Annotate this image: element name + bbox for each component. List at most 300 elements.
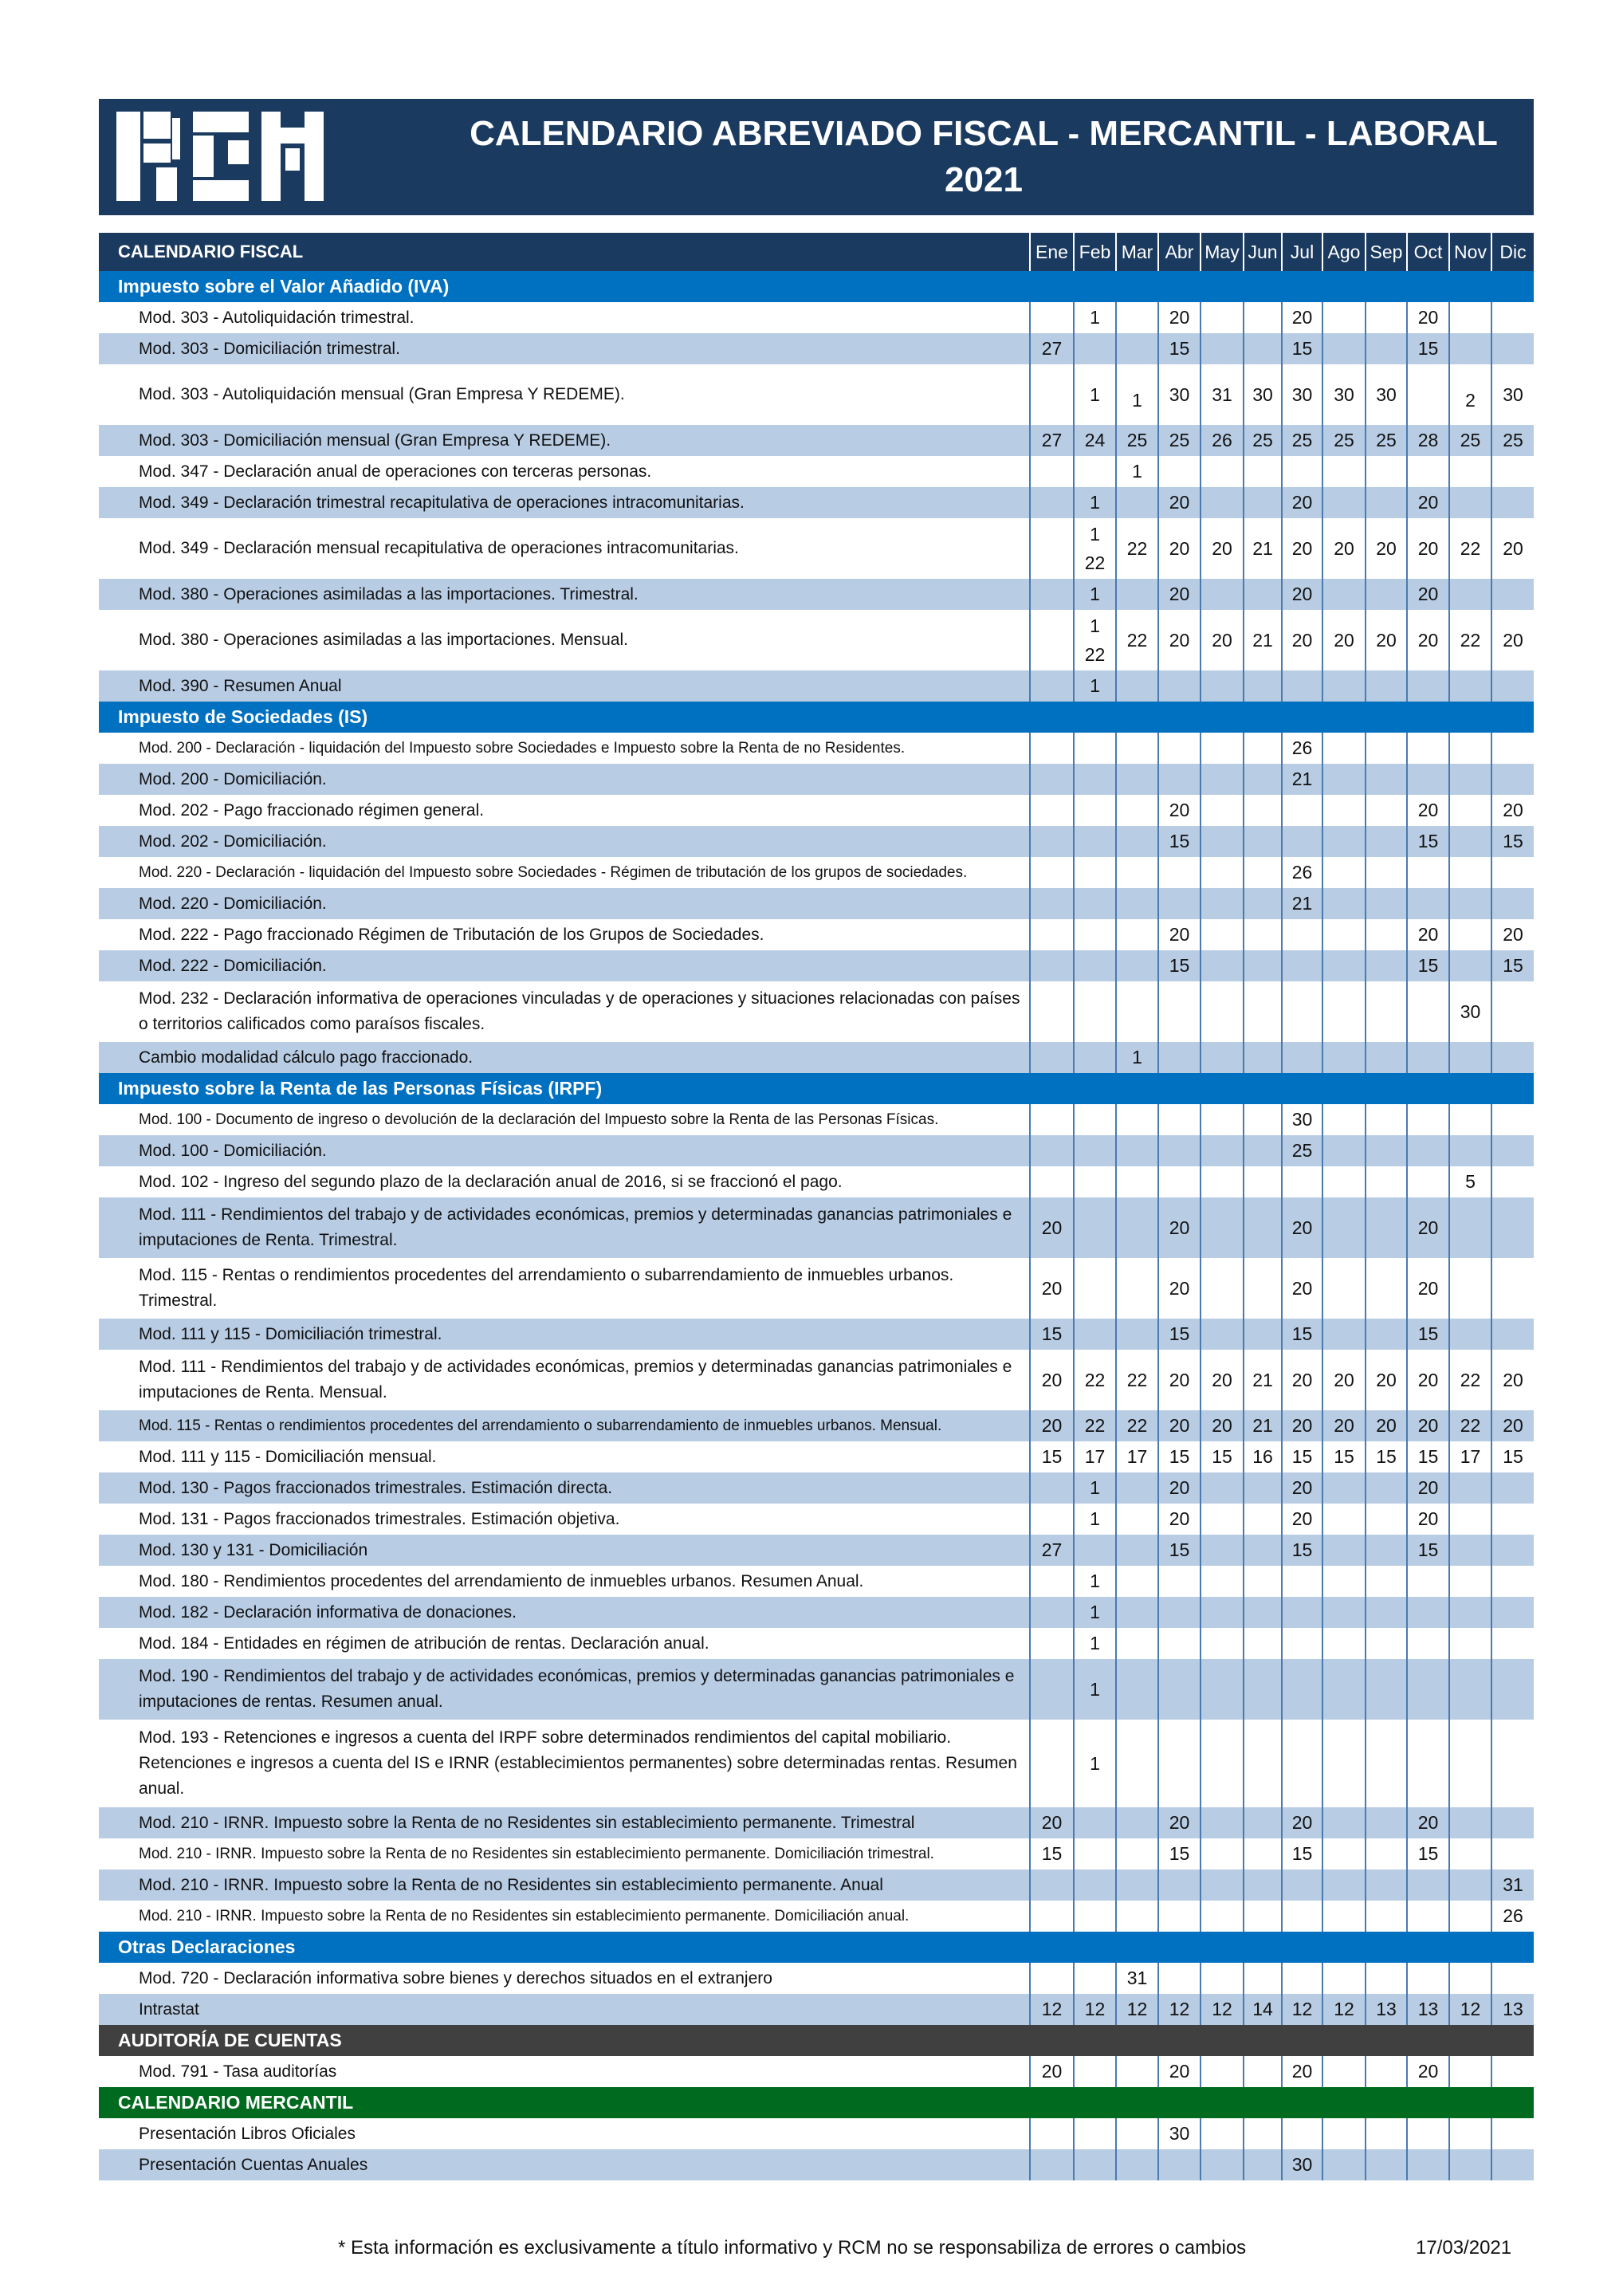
month-cell-ago bbox=[1322, 670, 1366, 702]
month-cell-abr bbox=[1158, 733, 1201, 764]
month-cell-feb bbox=[1074, 2118, 1116, 2149]
cell-value: 25 bbox=[1334, 430, 1354, 450]
month-cell-ago bbox=[1322, 1807, 1366, 1838]
month-cell-abr bbox=[1158, 981, 1201, 1042]
table-row bbox=[99, 1994, 1534, 2025]
month-cell-abr bbox=[1158, 670, 1201, 702]
month-cell-ago bbox=[1322, 487, 1366, 518]
month-cell-mar bbox=[1116, 579, 1158, 610]
month-cell-abr bbox=[1158, 1350, 1201, 1410]
cell-value: 26 bbox=[1212, 430, 1232, 450]
cell-value: 15 bbox=[1169, 831, 1190, 851]
month-cell-feb bbox=[1074, 919, 1116, 950]
month-cell-sep bbox=[1366, 1628, 1407, 1659]
table-row bbox=[99, 425, 1534, 456]
month-cell-may bbox=[1201, 1441, 1244, 1472]
month-header-jun: Jun bbox=[1244, 233, 1282, 271]
month-cell-jun bbox=[1244, 1104, 1282, 1135]
month-cell-sep bbox=[1366, 518, 1407, 579]
month-cell-jun bbox=[1244, 425, 1282, 456]
cell-value: 15 bbox=[1417, 955, 1439, 976]
month-cell-may bbox=[1201, 1807, 1244, 1838]
cell-value: 31 bbox=[1503, 1874, 1523, 1895]
month-cell-ene bbox=[1030, 1597, 1074, 1628]
month-cell-sep bbox=[1366, 1994, 1407, 2025]
month-cell-ago bbox=[1322, 364, 1366, 425]
month-cell-abr bbox=[1158, 764, 1201, 795]
month-cell-oct bbox=[1407, 733, 1449, 764]
month-cell-jul bbox=[1282, 1535, 1322, 1566]
month-cell-feb bbox=[1074, 1350, 1116, 1410]
month-cell-jul bbox=[1282, 1319, 1322, 1350]
row-label: Mod. 222 - Domiciliación. bbox=[99, 950, 1030, 981]
cell-value: 22 bbox=[1126, 537, 1148, 559]
month-header-feb: Feb bbox=[1074, 233, 1116, 271]
month-cell-sep bbox=[1366, 1441, 1407, 1472]
title-line-1: CALENDARIO ABREVIADO FISCAL - MERCANTIL - LABORAL bbox=[470, 114, 1498, 153]
month-cell-sep bbox=[1366, 670, 1407, 702]
month-header-ago: Ago bbox=[1322, 233, 1366, 271]
month-cell-jun bbox=[1244, 1166, 1282, 1197]
month-cell-abr bbox=[1158, 1166, 1201, 1197]
month-cell-may bbox=[1201, 518, 1244, 579]
document-title bbox=[434, 99, 1534, 215]
month-cell-abr bbox=[1158, 1410, 1201, 1441]
month-cell-jun bbox=[1244, 981, 1282, 1042]
month-cell-abr bbox=[1158, 1319, 1201, 1350]
cell-value-part: 1 bbox=[1090, 615, 1100, 636]
table-row bbox=[99, 302, 1534, 333]
row-label: Mod. 111 - Rendimientos del trabajo y de actividades económicas, premios y determinadas ganancias patrimoniales e imputaciones de Renta. Mensual. bbox=[99, 1350, 1030, 1410]
table-row bbox=[99, 1135, 1534, 1166]
month-cell-jun bbox=[1244, 1597, 1282, 1628]
month-cell-dic bbox=[1491, 487, 1534, 518]
month-cell-abr bbox=[1158, 1472, 1201, 1504]
month-cell-feb bbox=[1074, 795, 1116, 826]
cell-value: 20 bbox=[1417, 629, 1439, 651]
table-row bbox=[99, 1319, 1534, 1350]
month-cell-ene bbox=[1030, 1472, 1074, 1504]
cell-value: 30 bbox=[1460, 1001, 1481, 1022]
month-cell-jun bbox=[1244, 1258, 1282, 1319]
cell-value: 20 bbox=[1291, 1277, 1313, 1299]
month-cell-may bbox=[1201, 888, 1244, 919]
month-cell-jul bbox=[1282, 487, 1322, 518]
cell-value: 20 bbox=[1291, 1369, 1313, 1390]
month-cell-oct bbox=[1407, 1504, 1449, 1535]
document-date: 17/03/2021 bbox=[1416, 2237, 1512, 2259]
month-cell-ene bbox=[1030, 670, 1074, 702]
month-cell-sep bbox=[1366, 2056, 1407, 2087]
month-cell-mar bbox=[1116, 2118, 1158, 2149]
cell-value: 22 bbox=[1460, 1369, 1481, 1390]
month-cell-feb bbox=[1074, 1963, 1116, 1994]
month-cell-mar bbox=[1116, 487, 1158, 518]
month-cell-jun bbox=[1244, 1901, 1282, 1932]
month-cell-may bbox=[1201, 826, 1244, 857]
month-cell-feb bbox=[1074, 981, 1116, 1042]
month-cell-jul bbox=[1282, 1628, 1322, 1659]
month-cell-oct bbox=[1407, 1042, 1449, 1073]
cell-value: 20 bbox=[1291, 1508, 1313, 1529]
month-cell-mar bbox=[1116, 1597, 1158, 1628]
cell-value: 1 bbox=[1090, 1477, 1100, 1498]
cell-value: 15 bbox=[1041, 1843, 1063, 1864]
cell-value: 15 bbox=[1417, 831, 1439, 851]
month-cell-may bbox=[1201, 857, 1244, 888]
month-cell-abr bbox=[1158, 1258, 1201, 1319]
month-cell-dic bbox=[1491, 857, 1534, 888]
month-cell-jun bbox=[1244, 670, 1282, 702]
cell-value: 25 bbox=[1252, 430, 1273, 450]
month-cell-ene bbox=[1030, 1258, 1074, 1319]
table-row bbox=[99, 1659, 1534, 1720]
cell-value: 25 bbox=[1291, 430, 1313, 450]
month-header-abr: Abr bbox=[1158, 233, 1201, 271]
month-cell-oct bbox=[1407, 1258, 1449, 1319]
month-cell-ene bbox=[1030, 1350, 1074, 1410]
month-header-mar: Mar bbox=[1116, 233, 1158, 271]
month-cell-feb bbox=[1074, 1410, 1116, 1441]
month-cell-abr bbox=[1158, 1535, 1201, 1566]
month-cell-jul bbox=[1282, 1994, 1322, 2025]
month-cell-oct bbox=[1407, 579, 1449, 610]
cell-value: 30 bbox=[1169, 383, 1190, 405]
cell-value: 20 bbox=[1169, 2061, 1190, 2082]
month-cell-mar bbox=[1116, 1135, 1158, 1166]
month-cell-jul bbox=[1282, 1838, 1322, 1869]
month-cell-jul bbox=[1282, 1410, 1322, 1441]
month-cell-mar bbox=[1116, 456, 1158, 487]
month-cell-abr bbox=[1158, 1135, 1201, 1166]
month-cell-jun bbox=[1244, 1963, 1282, 1994]
month-cell-ago bbox=[1322, 1166, 1366, 1197]
month-cell-mar bbox=[1116, 826, 1158, 857]
month-cell-dic bbox=[1491, 1441, 1534, 1472]
month-header-dic: Dic bbox=[1491, 233, 1534, 271]
month-cell-abr bbox=[1158, 795, 1201, 826]
page-header bbox=[99, 99, 1534, 215]
cell-value: 20 bbox=[1041, 1415, 1063, 1436]
month-cell-dic bbox=[1491, 2149, 1534, 2180]
month-cell-ago bbox=[1322, 579, 1366, 610]
month-header-ene: Ene bbox=[1030, 233, 1074, 271]
cell-value: 20 bbox=[1334, 537, 1354, 559]
month-cell-oct bbox=[1407, 1135, 1449, 1166]
month-cell-oct bbox=[1407, 1628, 1449, 1659]
cell-value: 15 bbox=[1291, 1539, 1313, 1560]
table-row bbox=[99, 2149, 1534, 2180]
month-cell-ene bbox=[1030, 456, 1074, 487]
month-cell-dic bbox=[1491, 1504, 1534, 1535]
cell-value: 15 bbox=[1169, 1323, 1190, 1344]
month-cell-oct bbox=[1407, 981, 1449, 1042]
cell-value: 25 bbox=[1126, 430, 1148, 450]
month-cell-mar bbox=[1116, 981, 1158, 1042]
row-label: Mod. 303 - Domiciliación trimestral. bbox=[99, 333, 1030, 364]
cell-value: 12 bbox=[1291, 1999, 1313, 2019]
month-cell-may bbox=[1201, 487, 1244, 518]
table-row bbox=[99, 1535, 1534, 1566]
month-cell-abr bbox=[1158, 518, 1201, 579]
month-cell-oct bbox=[1407, 1720, 1449, 1807]
month-cell-mar bbox=[1116, 1659, 1158, 1720]
month-cell-feb bbox=[1074, 425, 1116, 456]
month-cell-sep bbox=[1366, 1104, 1407, 1135]
month-cell-oct bbox=[1407, 950, 1449, 981]
cell-value: 20 bbox=[1291, 629, 1313, 651]
month-cell-may bbox=[1201, 1504, 1244, 1535]
month-cell-mar bbox=[1116, 1166, 1158, 1197]
month-cell-oct bbox=[1407, 518, 1449, 579]
table-row bbox=[99, 670, 1534, 702]
month-cell-ene bbox=[1030, 1042, 1074, 1073]
cell-value: 20 bbox=[1291, 2061, 1313, 2082]
table-row bbox=[99, 981, 1534, 1042]
month-cell-oct bbox=[1407, 1104, 1449, 1135]
month-cell-jul bbox=[1282, 857, 1322, 888]
table-row bbox=[99, 764, 1534, 795]
month-cell-abr bbox=[1158, 1720, 1201, 1807]
month-cell-nov bbox=[1449, 2056, 1491, 2087]
month-cell-jul bbox=[1282, 333, 1322, 364]
cell-value: 25 bbox=[1503, 430, 1523, 450]
month-cell-dic bbox=[1491, 333, 1534, 364]
month-cell-ene bbox=[1030, 1135, 1074, 1166]
month-cell-ago bbox=[1322, 518, 1366, 579]
month-cell-ago bbox=[1322, 456, 1366, 487]
month-cell-abr bbox=[1158, 302, 1201, 333]
month-cell-feb bbox=[1074, 1994, 1116, 2025]
month-cell-jul bbox=[1282, 1597, 1322, 1628]
month-header-jul: Jul bbox=[1282, 233, 1322, 271]
month-cell-dic bbox=[1491, 670, 1534, 702]
cell-value: 28 bbox=[1417, 430, 1439, 450]
cell-value: 20 bbox=[1503, 629, 1523, 651]
month-cell-ago bbox=[1322, 981, 1366, 1042]
month-cell-may bbox=[1201, 1628, 1244, 1659]
cell-value: 2 bbox=[1465, 389, 1476, 411]
month-cell-oct bbox=[1407, 302, 1449, 333]
month-cell-dic bbox=[1491, 1659, 1534, 1720]
month-cell-feb bbox=[1074, 826, 1116, 857]
month-cell-abr bbox=[1158, 425, 1201, 456]
table-row bbox=[99, 456, 1534, 487]
month-cell-may bbox=[1201, 425, 1244, 456]
month-cell-jun bbox=[1244, 919, 1282, 950]
month-cell-sep bbox=[1366, 1720, 1407, 1807]
cell-value: 20 bbox=[1169, 1477, 1190, 1498]
month-cell-oct bbox=[1407, 2118, 1449, 2149]
month-cell-may bbox=[1201, 1104, 1244, 1135]
section-title: Otras Declaraciones bbox=[99, 1932, 1534, 1963]
row-label: Mod. 210 - IRNR. Impuesto sobre la Renta de no Residentes sin establecimiento permanente. Domiciliación anual. bbox=[99, 1901, 1030, 1932]
month-cell-abr bbox=[1158, 1659, 1201, 1720]
month-cell-sep bbox=[1366, 764, 1407, 795]
cell-value: 20 bbox=[1291, 492, 1313, 513]
month-cell-jul bbox=[1282, 888, 1322, 919]
month-cell-jun bbox=[1244, 518, 1282, 579]
month-cell-nov bbox=[1449, 1197, 1491, 1258]
table-row bbox=[99, 1838, 1534, 1869]
month-cell-sep bbox=[1366, 981, 1407, 1042]
cell-value: 20 bbox=[1169, 1217, 1190, 1238]
section-title: Impuesto sobre la Renta de las Personas Físicas (IRPF) bbox=[99, 1073, 1534, 1104]
row-label: Mod. 380 - Operaciones asimiladas a las importaciones. Trimestral. bbox=[99, 579, 1030, 610]
month-cell-nov bbox=[1449, 1838, 1491, 1869]
month-cell-nov bbox=[1449, 1319, 1491, 1350]
section-title: AUDITORÍA DE CUENTAS bbox=[99, 2025, 1534, 2056]
month-cell-ago bbox=[1322, 1535, 1366, 1566]
table-row bbox=[99, 487, 1534, 518]
month-cell-sep bbox=[1366, 579, 1407, 610]
month-cell-feb bbox=[1074, 364, 1116, 425]
month-cell-oct bbox=[1407, 364, 1449, 425]
month-cell-nov bbox=[1449, 1472, 1491, 1504]
row-label: Mod. 220 - Declaración - liquidación del Impuesto sobre Sociedades - Régimen de tributación de los grupos de sociedades. bbox=[99, 857, 1030, 888]
cell-value: 20 bbox=[1212, 537, 1232, 559]
month-cell-ago bbox=[1322, 1319, 1366, 1350]
cell-value: 1 bbox=[1090, 1571, 1100, 1591]
month-cell-mar bbox=[1116, 1504, 1158, 1535]
month-cell-oct bbox=[1407, 1166, 1449, 1197]
month-cell-feb bbox=[1074, 1166, 1116, 1197]
month-cell-nov bbox=[1449, 857, 1491, 888]
month-cell-ene bbox=[1030, 425, 1074, 456]
month-cell-abr bbox=[1158, 1963, 1201, 1994]
month-cell-oct bbox=[1407, 2056, 1449, 2087]
cell-value: 20 bbox=[1169, 1277, 1190, 1299]
month-cell-feb bbox=[1074, 1135, 1116, 1166]
table-row bbox=[99, 1597, 1534, 1628]
month-cell-nov bbox=[1449, 518, 1491, 579]
month-cell-ago bbox=[1322, 1350, 1366, 1410]
month-cell-may bbox=[1201, 2149, 1244, 2180]
row-label: Mod. 184 - Entidades en régimen de atribución de rentas. Declaración anual. bbox=[99, 1628, 1030, 1659]
cell-value: 20 bbox=[1291, 537, 1313, 559]
cell-value: 1 bbox=[1090, 1633, 1100, 1653]
month-cell-dic bbox=[1491, 1566, 1534, 1597]
month-cell-may bbox=[1201, 2056, 1244, 2087]
month-cell-sep bbox=[1366, 1597, 1407, 1628]
month-cell-may bbox=[1201, 733, 1244, 764]
month-cell-sep bbox=[1366, 1258, 1407, 1319]
month-cell-jun bbox=[1244, 1197, 1282, 1258]
cell-value: 30 bbox=[1252, 383, 1273, 405]
month-cell-may bbox=[1201, 1901, 1244, 1932]
month-cell-dic bbox=[1491, 1720, 1534, 1807]
cell-value: 20 bbox=[1291, 1812, 1313, 1833]
cell-value: 31 bbox=[1126, 1968, 1148, 1988]
cell-value: 30 bbox=[1503, 383, 1523, 405]
cell-value: 13 bbox=[1503, 1999, 1523, 2019]
month-cell-jul bbox=[1282, 826, 1322, 857]
month-cell-sep bbox=[1366, 333, 1407, 364]
disclaimer-note: * Esta información es exclusivamente a título informativo y RCM no se responsabiliza de errores o cambios bbox=[338, 2237, 1247, 2259]
month-cell-jun bbox=[1244, 333, 1282, 364]
cell-value: 20 bbox=[1169, 307, 1190, 328]
month-cell-dic bbox=[1491, 579, 1534, 610]
row-label: Mod. 349 - Declaración mensual recapitulativa de operaciones intracomunitarias. bbox=[99, 518, 1030, 579]
month-cell-sep bbox=[1366, 456, 1407, 487]
table-row bbox=[99, 1042, 1534, 1073]
month-cell-may bbox=[1201, 670, 1244, 702]
month-cell-feb bbox=[1074, 1504, 1116, 1535]
cell-value: 21 bbox=[1252, 629, 1273, 651]
month-cell-ene bbox=[1030, 1410, 1074, 1441]
month-cell-feb bbox=[1074, 1319, 1116, 1350]
month-cell-ene bbox=[1030, 1166, 1074, 1197]
table-row bbox=[99, 2118, 1534, 2149]
month-cell-abr bbox=[1158, 579, 1201, 610]
cell-value: 20 bbox=[1503, 1415, 1523, 1436]
month-cell-may bbox=[1201, 2118, 1244, 2149]
month-cell-oct bbox=[1407, 1597, 1449, 1628]
month-cell-dic bbox=[1491, 733, 1534, 764]
month-cell-nov bbox=[1449, 333, 1491, 364]
month-cell-sep bbox=[1366, 364, 1407, 425]
month-cell-jul bbox=[1282, 1963, 1322, 1994]
table-row bbox=[99, 950, 1534, 981]
month-cell-oct bbox=[1407, 1472, 1449, 1504]
cell-value: 17 bbox=[1084, 1446, 1106, 1467]
month-cell-may bbox=[1201, 1838, 1244, 1869]
column-header-row bbox=[99, 233, 1534, 271]
month-cell-may bbox=[1201, 1042, 1244, 1073]
month-cell-oct bbox=[1407, 795, 1449, 826]
month-cell-ene bbox=[1030, 950, 1074, 981]
month-cell-jun bbox=[1244, 1350, 1282, 1410]
month-cell-abr bbox=[1158, 888, 1201, 919]
month-cell-ago bbox=[1322, 1197, 1366, 1258]
month-cell-ene bbox=[1030, 1566, 1074, 1597]
month-cell-ene bbox=[1030, 1901, 1074, 1932]
month-cell-jul bbox=[1282, 919, 1322, 950]
month-cell-ago bbox=[1322, 1104, 1366, 1135]
month-cell-oct bbox=[1407, 1350, 1449, 1410]
cell-stack bbox=[1075, 611, 1115, 669]
cell-value: 20 bbox=[1334, 1415, 1354, 1436]
month-cell-ago bbox=[1322, 333, 1366, 364]
month-cell-ene bbox=[1030, 857, 1074, 888]
section-header bbox=[99, 702, 1534, 733]
cell-value: 20 bbox=[1169, 492, 1190, 513]
cell-value: 15 bbox=[1417, 338, 1439, 359]
month-header-nov: Nov bbox=[1449, 233, 1491, 271]
cell-value: 24 bbox=[1084, 430, 1106, 450]
month-cell-sep bbox=[1366, 1042, 1407, 1073]
month-cell-ene bbox=[1030, 1869, 1074, 1901]
month-cell-dic bbox=[1491, 888, 1534, 919]
table-row bbox=[99, 1410, 1534, 1441]
cell-value: 20 bbox=[1169, 924, 1190, 945]
month-cell-dic bbox=[1491, 826, 1534, 857]
month-cell-mar bbox=[1116, 1628, 1158, 1659]
cell-value: 1 bbox=[1132, 389, 1142, 411]
month-cell-jun bbox=[1244, 888, 1282, 919]
month-cell-nov bbox=[1449, 1807, 1491, 1838]
month-cell-ene bbox=[1030, 1197, 1074, 1258]
month-cell-mar bbox=[1116, 302, 1158, 333]
month-cell-ene bbox=[1030, 919, 1074, 950]
cell-value: 1 bbox=[1090, 675, 1100, 696]
table-row bbox=[99, 1566, 1534, 1597]
month-cell-jul bbox=[1282, 518, 1322, 579]
cell-value: 20 bbox=[1291, 1477, 1313, 1498]
month-cell-ago bbox=[1322, 1597, 1366, 1628]
month-cell-ago bbox=[1322, 2056, 1366, 2087]
month-cell-feb bbox=[1074, 1535, 1116, 1566]
